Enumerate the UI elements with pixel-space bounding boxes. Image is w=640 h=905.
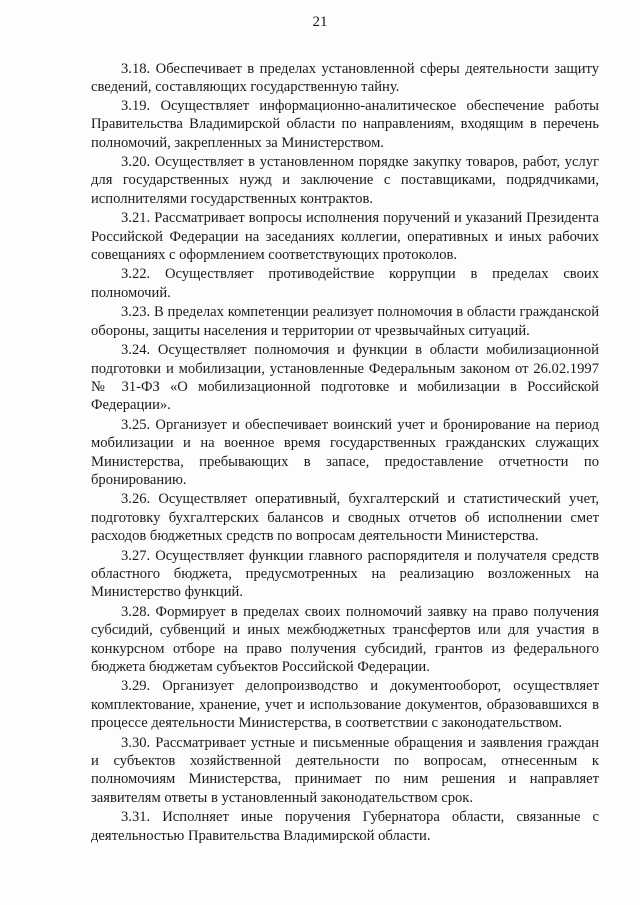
paragraph-3-30: 3.30. Рассматривает устные и письменные обращения и заявления граждан и субъектов хозяйственной деятельности по вопросам, отнесенным к полномочиям Министерства, принимает по ним решения и направляет заявителям ответы в установленный законодательством срок. xyxy=(91,734,599,806)
paragraph-3-24: 3.24. Осуществляет полномочия и функции в области мобилизационной подготовки и мобилизации, установленные Федеральным законом от 26.02.1997 № 31-ФЗ «О мобилизационной подготовке и мобилизации в Российской Федерации». xyxy=(91,342,599,414)
paragraph-3-28: 3.28. Формирует в пределах своих полномочий заявку на право получения субсидий, субвенций и иных межбюджетных трансфертов или для участия в конкурсном отборе на право получения субсидий, грантов из федерального бюджета бюджетам субъектов Российской Федерации. xyxy=(91,603,599,675)
paragraph-3-22: 3.22. Осуществляет противодействие коррупции в пределах своих полномочий. xyxy=(91,266,599,301)
document-body xyxy=(91,60,599,845)
paragraph-3-20: 3.20. Осуществляет в установленном порядке закупку товаров, работ, услуг для государственных нужд и заключение с поставщиками, подрядчиками, исполнителями государственных контрактов. xyxy=(91,154,599,207)
paragraph-3-25: 3.25. Организует и обеспечивает воинский учет и бронирование на период мобилизации и на военное время государственных гражданских служащих Министерства, пребывающих в запасе, предоставление отчетности по бронированию. xyxy=(91,416,599,488)
paragraph-3-19: 3.19. Осуществляет информационно-аналитическое обеспечение работы Правительства Владимирской области по направлениям, входящим в перечень полномочий, закрепленных за Министерством. xyxy=(91,97,599,151)
page-number: 21 xyxy=(312,14,328,30)
paragraph-3-26: 3.26. Осуществляет оперативный, бухгалтерский и статистический учет, подготовку бухгалтерских балансов и сводных отчетов об исполнении смет расходов бюджетных средств по вопросам деятельности Министерства. xyxy=(91,491,599,545)
paragraph-3-27: 3.27. Осуществляет функции главного распорядителя и получателя средств областного бюджета, предусмотренных на реализацию возложенных на Министерство функций. xyxy=(91,547,599,601)
paragraph-3-31: 3.31. Исполняет иные поручения Губернатора области, связанные с деятельностью Правительства Владимирской области. xyxy=(91,809,599,844)
paragraph-3-21: 3.21. Рассматривает вопросы исполнения поручений и указаний Президента Российской Федерации на заседаниях коллегии, оперативных и иных рабочих совещаниях с оформлением соответствующих протоколов. xyxy=(91,210,599,264)
paragraph-3-18: 3.18. Обеспечивает в пределах установленной сферы деятельности защиту сведений, составляющих государственную тайну. xyxy=(91,61,599,96)
paragraph-3-23: 3.23. В пределах компетенции реализует полномочия в области гражданской обороны, защиты населения и территории от чрезвычайных ситуаций. xyxy=(91,304,599,339)
paragraph-3-29: 3.29. Организует делопроизводство и документооборот, осуществляет комплектование, хранение, учет и использование документов, образовавшихся в процессе деятельности Министерства, в соответствии с законодательством. xyxy=(91,678,599,732)
